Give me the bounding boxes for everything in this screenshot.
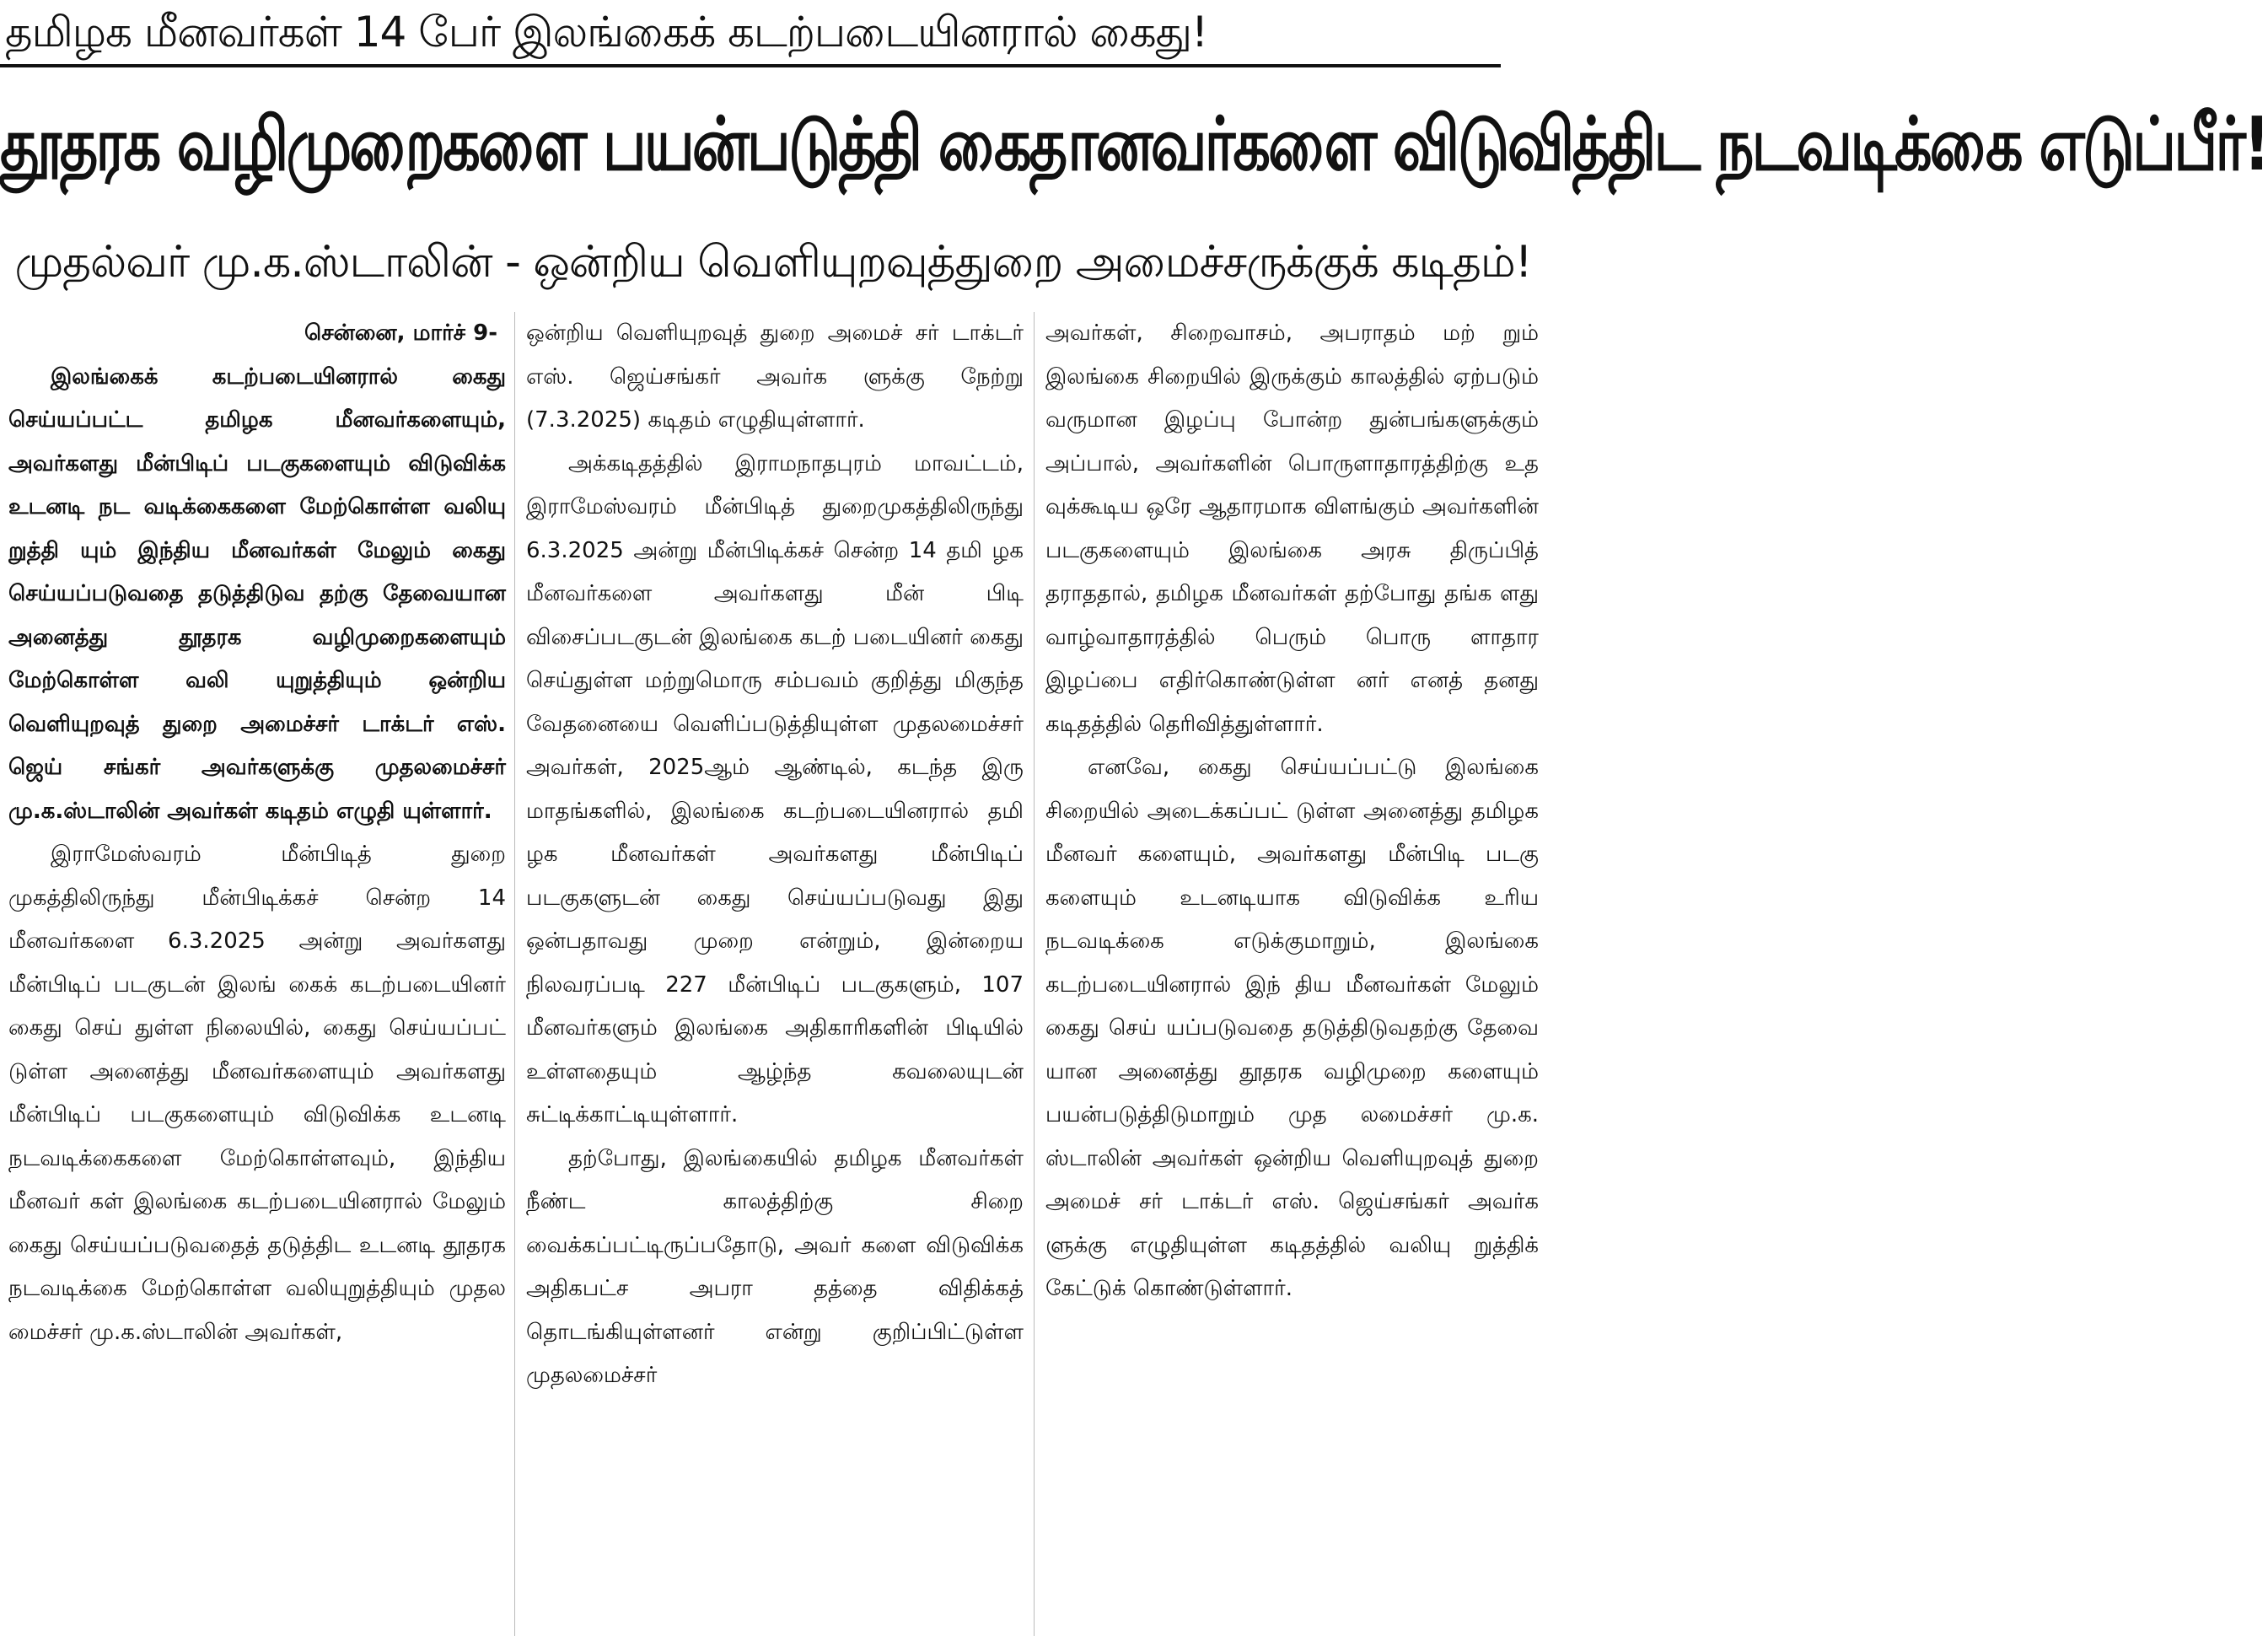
- kicker-headline: தமிழக மீனவர்கள் 14 பேர் இலங்கைக் கடற்படையினரால் கைது!: [0, 0, 1501, 67]
- lead-paragraph: இலங்கைக் கடற்படையினரால் கைது செய்யப்பட்ட தமிழக மீனவர்களையும், அவர்களது மீன்பிடிப் படகுகளையும் விடுவிக்க உடனடி நட வடிக்கைகளை மேற்கொள்ள வலியு றுத்தி யும் இந்திய மீனவர்கள் மேலும் கைது செய்யப்படுவதை தடுத்திடுவ தற்கு தேவையான அனைத்து தூதரக வழிமுறைகளையும் மேற்கொள்ள வலி யுறுத்தியும் ஒன்றிய வெளியுறவுத் துறை அமைச்சர் டாக்டர் எஸ். ஜெய் சங்கர் அவர்களுக்கு முதலமைச்சர் மு.க.ஸ்டாலின் அவர்கள் கடிதம் எழுதி யுள்ளார்.: [8, 363, 506, 824]
- article-column-3: [1045, 312, 1539, 1636]
- article-column-2: [526, 312, 1024, 1636]
- body-paragraph: எனவே, கைது செய்யப்பட்டு இலங்கை சிறையில் அடைக்கப்பட் டுள்ள அனைத்து தமிழக மீனவர் களையும், அவர்களது மீன்பிடி படகு களையும் உடனடியாக விடுவிக்க உரிய நடவடிக்கை எடுக்குமாறும், இலங்கை கடற்படையினரால் இந் திய மீனவர்கள் மேலும் கைது செய் யப்படுவதை தடுத்திடுவதற்கு தேவை யான அனைத்து தூதரக வழிமுறை களையும் பயன்படுத்திடுமாறும் முத லமைச்சர் மு.க. ஸ்டாலின் அவர்கள் ஒன்றிய வெளியுறவுத் துறை அமைச் சர் டாக்டர் எஸ். ஜெய்சங்கர் அவர்க ளுக்கு எழுதியுள்ள கடிதத்தில் வலியு றுத்திக் கேட்டுக் கொண்டுள்ளார்.: [1045, 755, 1539, 1301]
- dateline: சென்னை, மார்ச் 9-: [304, 320, 497, 346]
- main-headline: தூதரக வழிமுறைகளை பயன்படுத்தி கைதானவர்களை விடுவித்திட நடவடிக்கை எடுப்பீர்!: [0, 100, 2268, 188]
- body-paragraph: தற்போது, இலங்கையில் தமிழக மீனவர்கள் நீண்ட காலத்திற்கு சிறை வைக்கப்பட்டிருப்பதோடு, அவர் களை விடுவிக்க அதிகபட்ச அபரா தத்தை விதிக்கத் தொடங்கியுள்ளனர் என்று குறிப்பிட்டுள்ள முதலமைச்சர்: [526, 1145, 1024, 1388]
- column-divider: [1034, 312, 1035, 1636]
- body-paragraph: அக்கடிதத்தில் இராமநாதபுரம் மாவட்டம், இராமேஸ்வரம் மீன்பிடித் துறைமுகத்திலிருந்து 6.3.2025 அன்று மீன்பிடிக்கச் சென்ற 14 தமி ழக மீனவர்களை அவர்களது மீன் பிடி விசைப்படகுடன் இலங்கை கடற் படையினர் கைது செய்துள்ள மற்றுமொரு சம்பவம் குறித்து மிகுந்த வேதனையை வெளிப்படுத்தியுள்ள முதலமைச்சர் அவர்கள், 2025ஆம் ஆண்டில், கடந்த இரு மாதங்களில், இலங்கை கடற்படையினரால் தமி ழக மீனவர்கள் அவர்களது மீன்பிடிப் படகுகளுடன் கைது செய்யப்படுவது இது ஒன்பதாவது முறை என்றும், இன்றைய நிலவரப்படி 227 மீன்பிடிப் படகுகளும், 107 மீனவர்களும் இலங்கை அதிகாரிகளின் பிடியில் உள்ளதையும் ஆழ்ந்த கவலையுடன் சுட்டிக்காட்டியுள்ளார்.: [526, 450, 1024, 1127]
- body-paragraph: அவர்கள், சிறைவாசம், அபராதம் மற் றும் இலங்கை சிறையில் இருக்கும் காலத்தில் ஏற்படும் வருமான இழப்பு போன்ற துன்பங்களுக்கும் அப்பால், அவர்களின் பொருளாதாரத்திற்கு உத வுக்கூடிய ஒரே ஆதாரமாக விளங்கும் அவர்களின் படகுகளையும் இலங்கை அரசு திருப்பித் தராததால், தமிழக மீனவர்கள் தற்போது தங்க ளது வாழ்வாதாரத்தில் பெரும் பொரு ளாதார இழப்பை எதிர்கொண்டுள்ள னர் எனத் தனது கடிதத்தில் தெரிவித்துள்ளார்.: [1045, 320, 1539, 737]
- column-divider: [514, 312, 515, 1636]
- body-paragraph: ஒன்றிய வெளியுறவுத் துறை அமைச் சர் டாக்டர் எஸ். ஜெய்சங்கர் அவர்க ளுக்கு நேற்று (7.3.2025) கடிதம் எழுதியுள்ளார்.: [526, 320, 1024, 433]
- article-column-1: [8, 312, 506, 1636]
- body-paragraph: இராமேஸ்வரம் மீன்பிடித் துறை முகத்திலிருந்து மீன்பிடிக்கச் சென்ற 14 மீனவர்களை 6.3.2025 அன்று அவர்களது மீன்பிடிப் படகுடன் இலங் கைக் கடற்படையினர் கைது செய் துள்ள நிலையில், கைது செய்யப்பட் டுள்ள அனைத்து மீனவர்களையும் அவர்களது மீன்பிடிப் படகுகளையும் விடுவிக்க உடனடி நடவடிக்கைகளை மேற்கொள்ளவும், இந்திய மீனவர் கள் இலங்கை கடற்படையினரால் மேலும் கைது செய்யப்படுவதைத் தடுத்திட உடனடி தூதரக நடவடிக்கை மேற்கொள்ள வலியுறுத்தியும் முதல மைச்சர் மு.க.ஸ்டாலின் அவர்கள்,: [8, 842, 506, 1345]
- sub-headline: முதல்வர் மு.க.ஸ்டாலின் - ஒன்றிய வெளியுறவுத்துறை அமைச்சருக்குக் கடிதம்!: [14, 237, 1532, 288]
